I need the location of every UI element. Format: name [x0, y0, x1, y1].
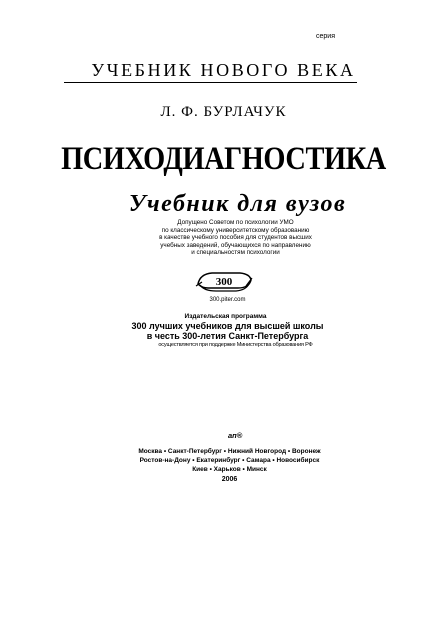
cities-line: Ростов-на-Дону • Екатеринбург • Самара • Новосибирск — [139, 456, 320, 464]
cities-line: Киев • Харьков • Минск — [192, 465, 267, 473]
series-title: УЧЕБНИК НОВОГО ВЕКА — [91, 60, 356, 80]
program-website: 300.piter.com — [209, 297, 246, 303]
300-years-program-emblem-icon — [194, 266, 254, 294]
approval-statement — [12, 219, 447, 257]
approval-line: Допущено Советом по психологии УМО — [177, 219, 294, 226]
approval-line: в качестве учебного пособия для студентов высших — [159, 234, 312, 241]
book-title: ПСИХОДИАГНОСТИКА — [61, 141, 386, 177]
publication-year: 2006 — [221, 476, 238, 483]
program-label: Издательская программа — [184, 313, 267, 320]
series-label: серия — [316, 33, 335, 40]
program-note: осуществляется при поддержке Министерства образования РФ — [158, 342, 313, 348]
program-title-line: в честь 300-летия Санкт-Петербурга — [146, 331, 309, 341]
book-subtitle: Учебник для вузов — [128, 191, 347, 217]
approval-line: и специальностям психологии — [191, 249, 280, 256]
logo-text: 300 — [215, 276, 232, 288]
series-divider — [64, 82, 357, 83]
author-name: Л. Ф. БУРЛАЧУК — [160, 104, 287, 120]
cities-line: Москва • Санкт-Петербург • Нижний Новгород • Воронеж — [138, 448, 321, 455]
publisher-logo: ап® — [228, 431, 243, 440]
program-title-line: 300 лучших учебников для высшей школы — [131, 321, 324, 331]
publisher-cities — [6, 448, 447, 474]
approval-line: по классическому университетскому образованию — [161, 226, 310, 234]
program-title — [4, 321, 447, 341]
program-logo — [0, 266, 447, 299]
approval-line: учебных заведений, обучающихся по направлению — [160, 241, 311, 249]
